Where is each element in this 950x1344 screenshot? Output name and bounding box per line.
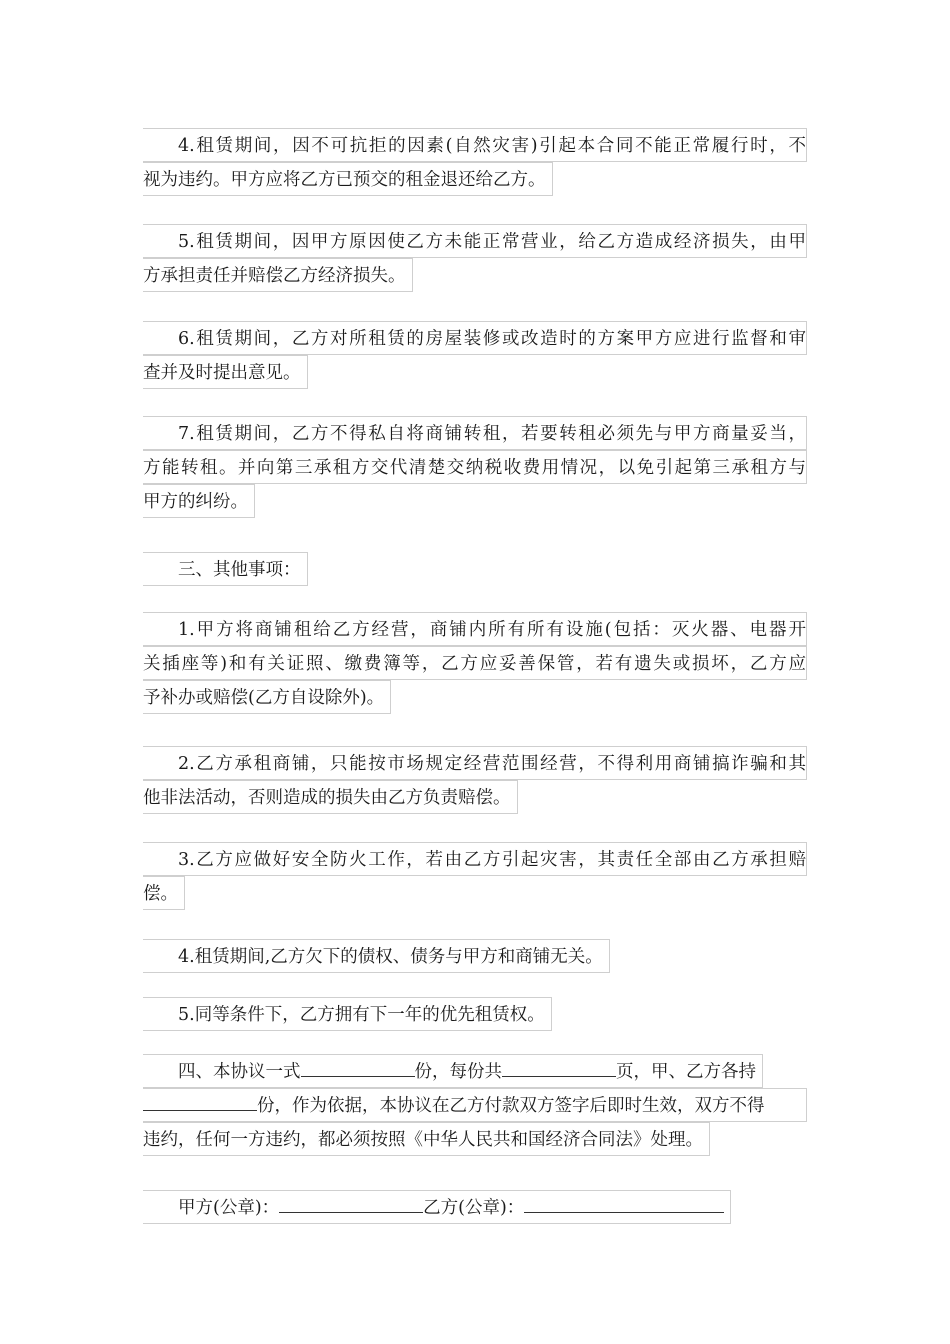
clause-6-line-2: 查并及时提出意见。 [143, 355, 308, 389]
signature-block [143, 1190, 807, 1224]
clause-5 [143, 224, 807, 292]
clause-4 [143, 128, 807, 196]
clause-6 [143, 321, 807, 389]
clause-6-line-1: 6.租赁期间，乙方对所租赁的房屋装修或改造时的方案甲方应进行监督和审 [143, 321, 807, 355]
section-3-item-1-line-3: 予补办或赔偿(乙方自设除外)。 [143, 680, 391, 714]
section-3-item-2-line-1: 2.乙方承租商铺，只能按市场规定经营范围经营，不得利用商铺搞诈骗和其 [143, 746, 807, 780]
section-3-item-1-line-2: 关插座等)和有关证照、缴费簿等，乙方应妥善保管，若有遗失或损坏，乙方应 [143, 646, 807, 680]
clause-7-line-2: 方能转租。并向第三承租方交代清楚交纳税收费用情况，以免引起第三承租方与 [143, 450, 807, 484]
section-3-item-2 [143, 746, 807, 814]
section-3-item-3-line-1: 3.乙方应做好安全防火工作，若由乙方引起灾害，其责任全部由乙方承担赔 [143, 842, 807, 876]
section-3-item-4 [143, 939, 807, 973]
pages-blank[interactable] [502, 1056, 616, 1077]
section-4-line-3: 违约，任何一方违约，都必须按照《中华人民共和国经济合同法》处理。 [143, 1122, 710, 1156]
clause-7-line-3: 甲方的纠纷。 [143, 484, 255, 518]
section-3-item-5 [143, 997, 807, 1031]
party-a-seal-label: 甲方(公章)： [178, 1198, 280, 1218]
section-4-line-2: 份，作为依据，本协议在乙方付款双方签字后即时生效，双方不得 [143, 1088, 807, 1122]
clause-4-line-1: 4.租赁期间，因不可抗拒的因素(自然灾害)引起本合同不能正常履行时，不 [143, 128, 807, 162]
section-3-item-2-line-2: 他非法活动，否则造成的损失由乙方负责赔偿。 [143, 780, 518, 814]
clause-5-line-2: 方承担责任并赔偿乙方经济损失。 [143, 258, 413, 292]
section-3 [143, 552, 807, 586]
clause-5-line-1: 5.租赁期间，因甲方原因使乙方未能正常营业，给乙方造成经济损失，由甲 [143, 224, 807, 258]
clause-7 [143, 416, 807, 518]
section-3-item-1 [143, 612, 807, 714]
section-3-heading: 三、其他事项： [143, 552, 308, 586]
party-b-seal-blank[interactable] [524, 1192, 724, 1213]
party-a-seal-blank[interactable] [279, 1192, 423, 1213]
section-3-item-4-line-1: 4.租赁期间,乙方欠下的债权、债务与甲方和商铺无关。 [143, 939, 610, 973]
signature-line [143, 1190, 731, 1224]
each-holds-blank[interactable] [143, 1090, 257, 1111]
clause-7-line-1: 7.租赁期间，乙方不得私自将商铺转租，若要转租必须先与甲方商量妥当， [143, 416, 807, 450]
section-3-item-3 [143, 842, 807, 910]
clause-4-line-2: 视为违约。甲方应将乙方已预交的租金退还给乙方。 [143, 162, 553, 196]
section-4 [143, 1054, 807, 1156]
party-b-seal-label: 乙方(公章)： [423, 1198, 525, 1218]
copies-blank[interactable] [301, 1056, 415, 1077]
section-3-item-3-line-2: 偿。 [143, 876, 185, 910]
section-3-item-1-line-1: 1.甲方将商铺租给乙方经营，商铺内所有所有设施(包括：灭火器、电器开 [143, 612, 807, 646]
section-4-line-1: 四、本协议一式 份，每份共 页，甲、乙方各持 [143, 1054, 763, 1088]
section-3-item-5-line-1: 5.同等条件下，乙方拥有下一年的优先租赁权。 [143, 997, 552, 1031]
